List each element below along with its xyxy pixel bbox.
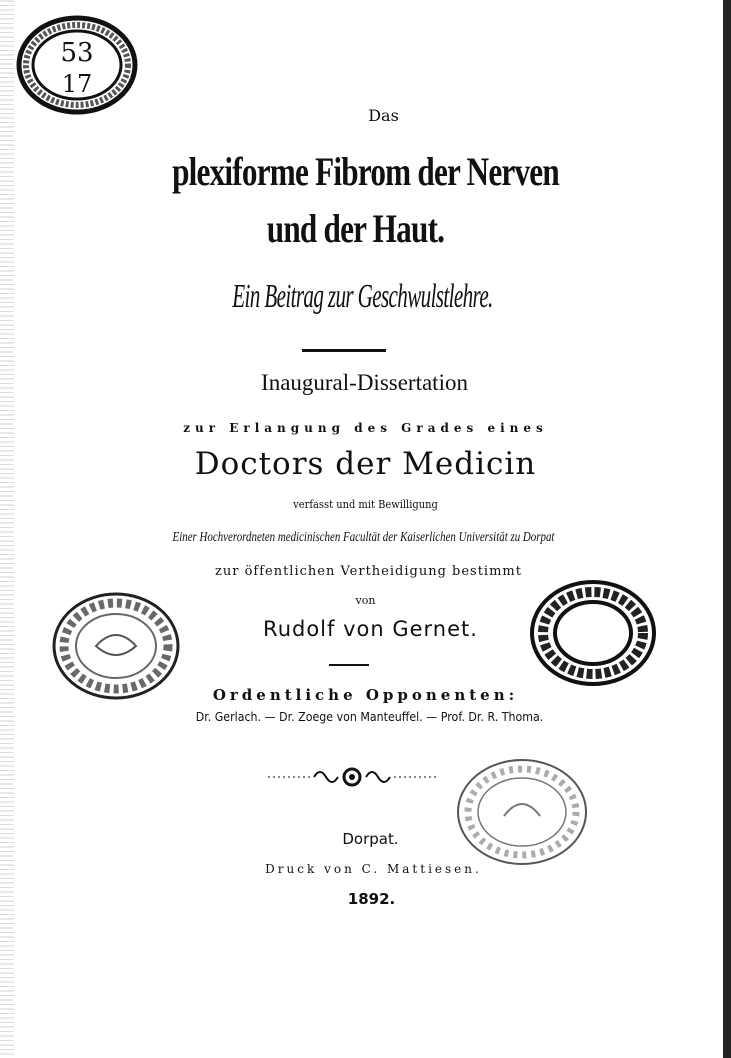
defence-line: zur öffentlichen Vertheidigung bestimmt <box>215 564 522 579</box>
verfasst-line: verfasst und mit Bewilligung <box>293 498 438 511</box>
divider-rule <box>302 349 386 352</box>
dissertation-heading: Inaugural-Dissertation <box>261 370 468 395</box>
academy-stamp-right <box>527 578 659 688</box>
stamp-number-1: 53 <box>60 38 94 68</box>
von-line: von <box>355 594 376 607</box>
library-stamp-left <box>48 588 184 704</box>
author-name: Rudolf von Gernet. <box>263 617 478 641</box>
subtitle: Ein Beitrag zur Geschwulstlehre. <box>232 278 493 315</box>
degree-title: Doctors der Medicin <box>194 446 537 482</box>
imprint-printer: Druck von C. Mattiesen. <box>265 862 482 876</box>
imprint-city: Dorpat. <box>342 830 399 848</box>
faculty-line: Einer Hochverordneten medicinischen Facultät der Kaiserlichen Universität zu Dorpat <box>172 530 555 545</box>
title-das: Das <box>368 106 399 125</box>
zur-erlangung: zur Erlangung des Grades eines <box>183 421 548 435</box>
library-stamp-lower <box>452 754 592 870</box>
library-stamp-top-left <box>15 14 139 116</box>
opponents-list: Dr. Gerlach. — Dr. Zoege von Manteuffel. — Prof. Dr. R. Thoma. <box>195 710 544 724</box>
imprint-year: 1892. <box>347 890 396 908</box>
stamp-number-2: 17 <box>61 70 93 98</box>
divider-rule-small <box>329 664 369 666</box>
title-line-2: und der Haut. <box>266 206 445 251</box>
title-line-1: plexiforme Fibrom der Nerven <box>172 149 559 194</box>
opponents-heading: Ordentliche Opponenten: <box>212 686 519 704</box>
ornament-divider <box>268 765 436 789</box>
